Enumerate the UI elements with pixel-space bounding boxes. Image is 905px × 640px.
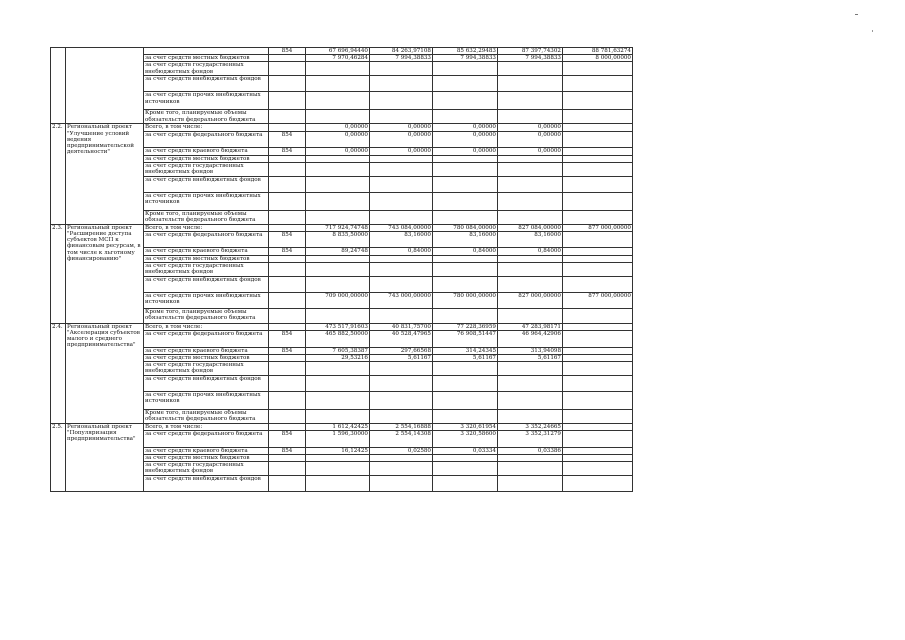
amount-cell (563, 323, 633, 330)
amount-cell: 76 908,51447 (433, 330, 498, 347)
amount-cell (433, 263, 498, 276)
funding-source-cell: за счет средств внебюджетных фондов (144, 76, 269, 92)
budget-code-cell (269, 462, 306, 475)
funding-source-cell: за счет средств федерального бюджета (144, 132, 269, 148)
amount-cell (563, 347, 633, 354)
amount-cell (433, 176, 498, 192)
funding-source-cell: Всего, в том числе: (144, 323, 269, 330)
table-row (51, 323, 633, 330)
amount-cell (370, 276, 433, 292)
amount-cell: 717 924,74748 (306, 224, 370, 231)
budget-code-cell (269, 76, 306, 92)
budget-code-cell (269, 375, 306, 391)
amount-cell (563, 132, 633, 148)
amount-cell: 0,84000 (498, 248, 563, 256)
amount-cell (370, 155, 433, 162)
amount-cell: 84 263,97108 (370, 48, 433, 55)
amount-cell: 3 320,58600 (433, 430, 498, 447)
amount-cell: 29,53216 (306, 355, 370, 362)
item-number-cell: 2.5. (51, 423, 66, 491)
funding-source-cell: за счет средств государственных внебюджетных фондов (144, 462, 269, 475)
amount-cell (563, 391, 633, 409)
budget-code-cell: 854 (269, 232, 306, 248)
budget-code-cell (269, 192, 306, 210)
table-row (51, 48, 633, 55)
amount-cell (306, 263, 370, 276)
funding-source-cell: Всего, в том числе: (144, 224, 269, 231)
amount-cell (498, 110, 563, 124)
amount-cell (433, 308, 498, 323)
amount-cell (498, 308, 563, 323)
item-number-cell: 2.3. (51, 224, 66, 323)
budget-table-body (51, 48, 633, 492)
amount-cell: 0,00000 (306, 132, 370, 148)
budget-code-cell (269, 263, 306, 276)
table-row (51, 423, 633, 430)
amount-cell: 77 228,36959 (433, 323, 498, 330)
funding-source-cell: за счет средств прочих внебюджетных источников (144, 292, 269, 308)
amount-cell (306, 210, 370, 224)
amount-cell: 0,00000 (370, 148, 433, 155)
amount-cell (370, 110, 433, 124)
amount-cell (563, 210, 633, 224)
budget-table (50, 47, 633, 492)
amount-cell (563, 248, 633, 256)
amount-cell (498, 375, 563, 391)
amount-cell (563, 455, 633, 462)
budget-code-cell (269, 55, 306, 62)
amount-cell (433, 391, 498, 409)
amount-cell (433, 276, 498, 292)
amount-cell (563, 263, 633, 276)
amount-cell: 7 994,38833 (498, 55, 563, 62)
funding-source-cell: Кроме того, планируемые объемы обязательств федерального бюджета (144, 210, 269, 224)
amount-cell: 0,00000 (433, 132, 498, 148)
budget-code-cell (269, 475, 306, 491)
amount-cell: 0,00000 (433, 124, 498, 132)
budget-code-cell: 854 (269, 132, 306, 148)
budget-code-cell (269, 224, 306, 231)
amount-cell (370, 391, 433, 409)
amount-cell (306, 256, 370, 263)
amount-cell: 827 000,00000 (498, 292, 563, 308)
amount-cell (498, 162, 563, 176)
project-name-cell (66, 48, 144, 124)
project-name-cell: Региональный проект "Акселерация субъектов малого и среднего предпринимательства" (66, 323, 144, 423)
amount-cell: 83,16000 (498, 232, 563, 248)
funding-source-cell: за счет средств краевого бюджета (144, 148, 269, 155)
funding-source-cell: за счет средств государственных внебюджетных фондов (144, 362, 269, 375)
amount-cell (433, 62, 498, 76)
funding-source-cell: Кроме того, планируемые объемы обязательств федерального бюджета (144, 308, 269, 323)
funding-source-cell: за счет средств прочих внебюджетных источников (144, 192, 269, 210)
scan-speck (855, 14, 858, 15)
item-number-cell: 2.4. (51, 323, 66, 423)
funding-source-cell: за счет средств прочих внебюджетных источников (144, 92, 269, 110)
budget-code-cell (269, 155, 306, 162)
amount-cell: 0,84000 (433, 248, 498, 256)
scan-speck (872, 30, 873, 32)
amount-cell (433, 162, 498, 176)
amount-cell (433, 110, 498, 124)
amount-cell (370, 308, 433, 323)
funding-source-cell: за счет средств федерального бюджета (144, 232, 269, 248)
amount-cell (498, 192, 563, 210)
amount-cell (306, 375, 370, 391)
amount-cell (563, 330, 633, 347)
amount-cell (563, 162, 633, 176)
amount-cell (563, 276, 633, 292)
budget-code-cell (269, 423, 306, 430)
budget-code-cell (269, 92, 306, 110)
amount-cell: 0,00000 (370, 124, 433, 132)
budget-code-cell (269, 276, 306, 292)
funding-source-cell: за счет средств местных бюджетов (144, 355, 269, 362)
funding-source-cell: за счет средств федерального бюджета (144, 330, 269, 347)
amount-cell (498, 155, 563, 162)
amount-cell: 2 554,14308 (370, 430, 433, 447)
amount-cell (370, 192, 433, 210)
amount-cell (433, 475, 498, 491)
amount-cell (370, 62, 433, 76)
amount-cell: 0,84000 (370, 248, 433, 256)
amount-cell (370, 362, 433, 375)
amount-cell (433, 155, 498, 162)
budget-code-cell: 854 (269, 447, 306, 454)
funding-source-cell: Всего, в том числе: (144, 124, 269, 132)
budget-code-cell (269, 409, 306, 423)
amount-cell: 465 882,50000 (306, 330, 370, 347)
budget-code-cell: 854 (269, 148, 306, 155)
funding-source-cell: за счет средств внебюджетных фондов (144, 475, 269, 491)
amount-cell (563, 409, 633, 423)
amount-cell (563, 308, 633, 323)
amount-cell (370, 162, 433, 176)
amount-cell: 5,61167 (433, 355, 498, 362)
amount-cell: 87 397,74302 (498, 48, 563, 55)
table-row (51, 224, 633, 231)
amount-cell: 7 994,38833 (433, 55, 498, 62)
amount-cell (563, 355, 633, 362)
amount-cell: 297,66568 (370, 347, 433, 354)
amount-cell: 89,24748 (306, 248, 370, 256)
amount-cell (306, 475, 370, 491)
amount-cell: 0,00000 (306, 124, 370, 132)
budget-code-cell (269, 362, 306, 375)
amount-cell: 0,03386 (498, 447, 563, 454)
amount-cell: 0,00000 (370, 132, 433, 148)
budget-code-cell (269, 162, 306, 176)
amount-cell (433, 192, 498, 210)
amount-cell: 3 352,31279 (498, 430, 563, 447)
item-number-cell (51, 48, 66, 124)
amount-cell (370, 92, 433, 110)
funding-source-cell: за счет средств внебюджетных фондов (144, 276, 269, 292)
amount-cell: 2 554,16888 (370, 423, 433, 430)
budget-code-cell (269, 124, 306, 132)
amount-cell: 47 283,98171 (498, 323, 563, 330)
amount-cell: 709 000,00000 (306, 292, 370, 308)
amount-cell: 743 084,00000 (370, 224, 433, 231)
amount-cell (498, 62, 563, 76)
amount-cell (498, 462, 563, 475)
item-number-cell: 2.2. (51, 124, 66, 224)
amount-cell: 780 000,00000 (433, 292, 498, 308)
amount-cell: 3 352,24665 (498, 423, 563, 430)
amount-cell (370, 76, 433, 92)
budget-code-cell (269, 110, 306, 124)
budget-code-cell (269, 210, 306, 224)
amount-cell: 5,61167 (498, 355, 563, 362)
funding-source-cell: за счет средств краевого бюджета (144, 248, 269, 256)
amount-cell: 46 964,42906 (498, 330, 563, 347)
amount-cell: 877 000,00000 (563, 292, 633, 308)
amount-cell: 0,00000 (498, 124, 563, 132)
amount-cell (306, 162, 370, 176)
funding-source-cell: за счет средств краевого бюджета (144, 447, 269, 454)
amount-cell (370, 210, 433, 224)
amount-cell (563, 192, 633, 210)
amount-cell (433, 409, 498, 423)
amount-cell (563, 462, 633, 475)
funding-source-cell: за счет средств государственных внебюджетных фондов (144, 62, 269, 76)
amount-cell: 473 517,91603 (306, 323, 370, 330)
amount-cell (306, 462, 370, 475)
funding-source-cell: за счет средств внебюджетных фондов (144, 176, 269, 192)
amount-cell: 0,00000 (433, 148, 498, 155)
amount-cell: 40 528,47965 (370, 330, 433, 347)
amount-cell (498, 256, 563, 263)
funding-source-cell: за счет средств внебюджетных фондов (144, 375, 269, 391)
amount-cell: 0,03334 (433, 447, 498, 454)
amount-cell (498, 263, 563, 276)
amount-cell (433, 210, 498, 224)
amount-cell (306, 110, 370, 124)
amount-cell (433, 76, 498, 92)
budget-code-cell (269, 455, 306, 462)
funding-source-cell: за счет средств государственных внебюджетных фондов (144, 263, 269, 276)
amount-cell: 8 835,50000 (306, 232, 370, 248)
amount-cell (563, 475, 633, 491)
amount-cell (498, 475, 563, 491)
amount-cell (306, 276, 370, 292)
amount-cell (563, 232, 633, 248)
amount-cell: 314,24345 (433, 347, 498, 354)
budget-code-cell (269, 355, 306, 362)
amount-cell (433, 92, 498, 110)
amount-cell (306, 76, 370, 92)
amount-cell (498, 76, 563, 92)
amount-cell (433, 362, 498, 375)
amount-cell: 0,00000 (306, 148, 370, 155)
amount-cell: 0,00000 (498, 132, 563, 148)
budget-code-cell: 854 (269, 248, 306, 256)
amount-cell (306, 155, 370, 162)
amount-cell: 83,16000 (433, 232, 498, 248)
amount-cell: 88 781,63274 (563, 48, 633, 55)
funding-source-cell: Кроме того, планируемые объемы обязательств федерального бюджета (144, 409, 269, 423)
amount-cell (433, 256, 498, 263)
amount-cell (370, 462, 433, 475)
funding-source-cell: Всего, в том числе: (144, 423, 269, 430)
amount-cell (370, 409, 433, 423)
amount-cell: 0,02580 (370, 447, 433, 454)
funding-source-cell: за счет средств местных бюджетов (144, 256, 269, 263)
amount-cell (563, 92, 633, 110)
budget-code-cell: 854 (269, 347, 306, 354)
amount-cell (370, 263, 433, 276)
amount-cell: 827 084,00000 (498, 224, 563, 231)
amount-cell: 67 696,94440 (306, 48, 370, 55)
amount-cell (306, 391, 370, 409)
amount-cell (370, 375, 433, 391)
budget-code-cell (269, 292, 306, 308)
amount-cell (370, 256, 433, 263)
amount-cell (563, 256, 633, 263)
amount-cell (563, 375, 633, 391)
budget-code-cell: 854 (269, 48, 306, 55)
budget-code-cell (269, 62, 306, 76)
funding-source-cell: за счет средств прочих внебюджетных источников (144, 391, 269, 409)
amount-cell: 5,61167 (370, 355, 433, 362)
amount-cell (433, 462, 498, 475)
amount-cell (370, 176, 433, 192)
funding-source-cell (144, 48, 269, 55)
budget-code-cell (269, 176, 306, 192)
amount-cell (306, 308, 370, 323)
budget-code-cell (269, 256, 306, 263)
amount-cell (563, 62, 633, 76)
amount-cell (498, 176, 563, 192)
funding-source-cell: за счет средств федерального бюджета (144, 430, 269, 447)
amount-cell (306, 176, 370, 192)
amount-cell (498, 455, 563, 462)
amount-cell: 3 320,61954 (433, 423, 498, 430)
funding-source-cell: за счет средств государственных внебюджетных фондов (144, 162, 269, 176)
amount-cell: 7 605,38387 (306, 347, 370, 354)
amount-cell (563, 362, 633, 375)
amount-cell: 85 632,29483 (433, 48, 498, 55)
amount-cell (563, 176, 633, 192)
budget-code-cell (269, 308, 306, 323)
budget-code-cell (269, 323, 306, 330)
amount-cell (306, 92, 370, 110)
amount-cell (498, 391, 563, 409)
project-name-cell: Региональный проект "Расширение доступа субъектов МСП к финансовым ресурсам, в том числе к льготному финансированию" (66, 224, 144, 323)
amount-cell (563, 155, 633, 162)
project-name-cell: Региональный проект "Популяризация предпринимательства" (66, 423, 144, 491)
amount-cell (563, 110, 633, 124)
amount-cell (498, 362, 563, 375)
funding-source-cell: за счет средств местных бюджетов (144, 455, 269, 462)
amount-cell (306, 362, 370, 375)
amount-cell (306, 192, 370, 210)
funding-source-cell: за счет средств местных бюджетов (144, 55, 269, 62)
amount-cell (563, 430, 633, 447)
amount-cell (563, 148, 633, 155)
amount-cell (370, 455, 433, 462)
amount-cell (498, 276, 563, 292)
amount-cell: 7 970,46284 (306, 55, 370, 62)
amount-cell: 1 612,42425 (306, 423, 370, 430)
amount-cell: 83,16000 (370, 232, 433, 248)
amount-cell: 40 831,75700 (370, 323, 433, 330)
amount-cell (306, 62, 370, 76)
amount-cell: 8 000,00000 (563, 55, 633, 62)
table-row (51, 124, 633, 132)
amount-cell: 877 000,00000 (563, 224, 633, 231)
amount-cell: 1 596,30000 (306, 430, 370, 447)
amount-cell (306, 409, 370, 423)
amount-cell (563, 124, 633, 132)
amount-cell (563, 76, 633, 92)
amount-cell: 313,94098 (498, 347, 563, 354)
amount-cell (563, 447, 633, 454)
amount-cell (498, 409, 563, 423)
amount-cell: 0,00000 (498, 148, 563, 155)
budget-code-cell: 854 (269, 430, 306, 447)
amount-cell (433, 455, 498, 462)
funding-source-cell: за счет средств краевого бюджета (144, 347, 269, 354)
project-name-cell: Региональный проект "Улучшение условий ведения предпринимательской деятельности" (66, 124, 144, 224)
amount-cell (498, 210, 563, 224)
amount-cell (498, 92, 563, 110)
funding-source-cell: Кроме того, планируемые объемы обязательств федерального бюджета (144, 110, 269, 124)
amount-cell (370, 475, 433, 491)
amount-cell: 7 994,38833 (370, 55, 433, 62)
amount-cell (563, 423, 633, 430)
budget-code-cell: 854 (269, 330, 306, 347)
amount-cell: 743 000,00000 (370, 292, 433, 308)
amount-cell: 780 084,00000 (433, 224, 498, 231)
budget-code-cell (269, 391, 306, 409)
amount-cell (433, 375, 498, 391)
amount-cell (306, 455, 370, 462)
funding-source-cell: за счет средств местных бюджетов (144, 155, 269, 162)
amount-cell: 16,12425 (306, 447, 370, 454)
